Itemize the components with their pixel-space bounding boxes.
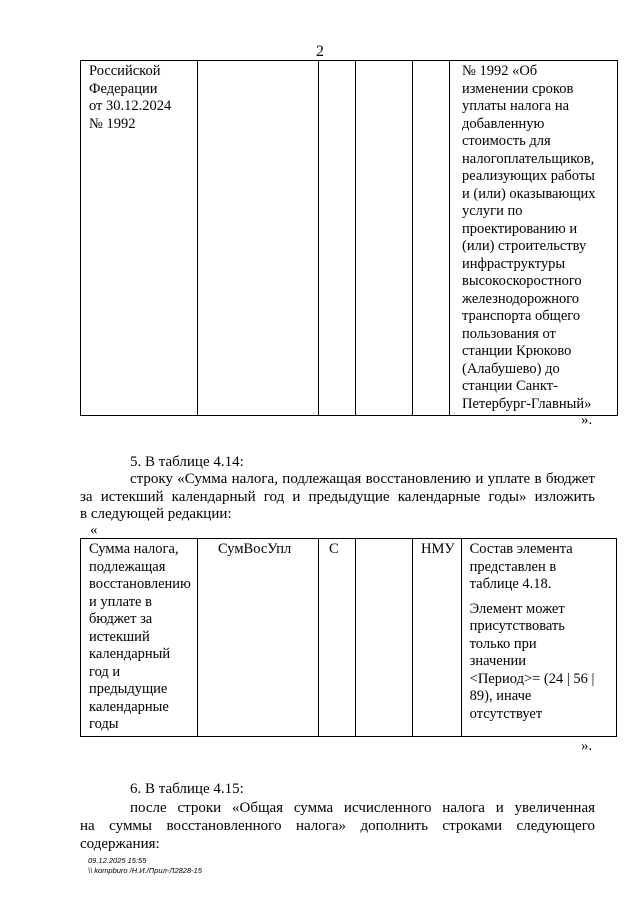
footer-timestamp: 09.12.2025 15:55 [88, 856, 147, 865]
closing-quote: ». [581, 412, 593, 428]
description-part-2: Элемент может присутствовать только при значении <Период>= (24 | 56 | 89), иначе отсутствует [469, 600, 595, 722]
table-continuation [80, 60, 618, 416]
paragraph-line: в следующей редакции: [80, 506, 232, 522]
type-cell [319, 61, 355, 65]
format-cell [356, 61, 412, 65]
table-4-14-row [80, 538, 617, 737]
section-heading: 6. В таблице 4.15: [130, 781, 244, 797]
element-name-cell: Российской Федерации от 30.12.2024 № 1992 [89, 63, 172, 132]
paragraph-line: строку «Сумма налога, подлежащая восстановлению и уплате в бюджет [130, 471, 595, 487]
format-cell [356, 539, 412, 543]
description-part-1: Состав элемента представлен в таблице 4.18. [469, 541, 573, 592]
code-cell: СумВосУпл [218, 541, 292, 557]
paragraph-line: на суммы восстановленного налога» дополнить строками следующего [80, 818, 595, 834]
section-heading: 5. В таблице 4.14: [130, 454, 244, 470]
opening-quote: « [90, 522, 98, 538]
required-cell: НМУ [421, 541, 455, 557]
table-row [81, 539, 617, 737]
closing-quote: ». [581, 738, 593, 754]
description-cell: № 1992 «Об изменении сроков уплаты налога на добавленную стоимость для налогоплательщиков, реализующих работы и (или) оказывающих услуги по проектированию и (или) строительству инфраструктуры высокоскоростного железнодорожного транспорта общего пользования от станции Крюково (Алабушево) до станции Санкт- Петербург-Главный» [462, 63, 596, 412]
paragraph-line: после строки «Общая сумма исчисленного налога и увеличенная [130, 800, 595, 816]
code-cell [198, 61, 318, 65]
element-name-cell: Сумма налога, подлежащая восстановлению и уплате в бюджет за истекший календарный год и предыдущие календарные годы [89, 541, 191, 732]
type-cell: С [329, 541, 339, 557]
page-number: 2 [316, 43, 324, 60]
paragraph-line: содержания: [80, 836, 160, 852]
required-cell [413, 61, 449, 65]
paragraph-line: за истекший календарный год и предыдущие календарные годы» изложить [80, 489, 595, 505]
table-row [81, 61, 618, 416]
footer-file-path: \\ kompburo /Н.И./Прил-Л2828-15 [88, 866, 202, 875]
